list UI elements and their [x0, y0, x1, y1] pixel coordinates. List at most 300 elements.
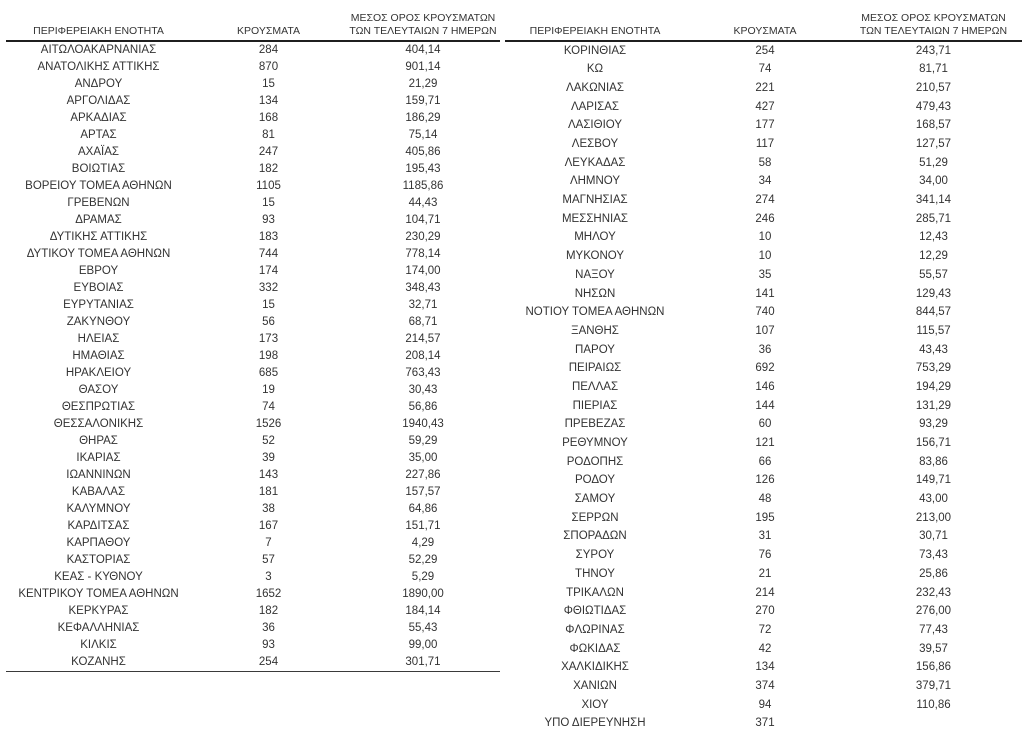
region-cell: ΑΧΑΪΑΣ [78, 145, 119, 158]
region-cell: ΡΕΘΥΜΝΟΥ [562, 437, 628, 450]
avg7-cell: 52,29 [408, 553, 438, 566]
table-row [505, 117, 1022, 136]
avg7-cell: 341,14 [915, 194, 952, 207]
avg7-cell: 404,14 [405, 43, 441, 56]
table-row [6, 110, 500, 127]
cases-cell: 246 [755, 212, 775, 225]
table-row [505, 640, 1022, 659]
region-cell: ΚΑΡΠΑΘΟΥ [66, 536, 131, 549]
table-row [6, 569, 500, 586]
region-cell: ΜΑΓΝΗΣΙΑΣ [562, 194, 628, 207]
avg7-cell: 39,57 [919, 642, 948, 655]
cases-column-header [685, 12, 845, 41]
cases-cell: 36 [758, 343, 772, 356]
cases-cell: 74 [262, 400, 275, 413]
cases-cell: 107 [755, 324, 775, 337]
avg7-cell: 778,14 [405, 247, 441, 260]
region-cell: ΚΑΒΑΛΑΣ [71, 485, 126, 498]
avg7-cell: 5,29 [411, 570, 435, 583]
cases-cell: 182 [258, 162, 279, 175]
cases-cell: 39 [262, 451, 275, 464]
region-cell: ΚΟΖΑΝΗΣ [6, 654, 191, 672]
table-row [6, 416, 500, 433]
region-cell: ΠΙΕΡΙΑΣ [572, 399, 618, 412]
cases-cell: 74 [758, 63, 772, 76]
table-row [6, 399, 500, 416]
cases-cell: 870 [258, 60, 279, 73]
cases-cell: 1105 [256, 179, 281, 192]
cases-cell: 15 [262, 196, 275, 209]
avg7-cell: 157,57 [405, 485, 441, 498]
table-row [505, 154, 1022, 173]
region-cell: ΘΗΡΑΣ [79, 434, 118, 447]
cases-cell: 21 [758, 567, 772, 580]
region-cell: ΔΡΑΜΑΣ [75, 213, 122, 226]
table-row [505, 360, 1022, 379]
cases-cell: 134 [258, 94, 279, 107]
table-row [505, 98, 1022, 117]
region-cell: ΑΝΑΤΟΛΙΚΗΣ ΑΤΤΙΚΗΣ [37, 60, 160, 73]
table-row [6, 280, 500, 297]
region-cell: ΑΡΚΑΔΙΑΣ [70, 111, 127, 124]
region-cell: ΘΕΣΠΡΩΤΙΑΣ [61, 400, 136, 413]
region-cell: ΚΑΡΔΙΤΣΑΣ [67, 519, 130, 532]
cases-cell: 94 [758, 698, 772, 711]
cases-cell: 195 [755, 511, 775, 524]
table-row [6, 314, 500, 331]
region-cell: ΦΩΚΙΔΑΣ [569, 642, 621, 655]
region-cell: ΑΙΤΩΛΟΑΚΑΡΝΑΝΙΑΣ [40, 43, 157, 56]
avg7-cell: 64,86 [408, 502, 438, 515]
table-row [505, 416, 1022, 435]
table-row [505, 304, 1022, 323]
cases-cell: 76 [758, 549, 772, 562]
avg7-cell: 30,71 [919, 530, 948, 543]
cases-column-header-label: ΚΡΟΥΣΜΑΤΑ [237, 24, 300, 37]
avg7-cell: 156,86 [915, 661, 952, 674]
cases-cell: 3 [265, 570, 272, 583]
region-cell: ΚΟΡΙΝΘΙΑΣ [563, 44, 627, 57]
avg7-cell: 12,29 [919, 250, 948, 263]
avg7-cell: 348,43 [405, 281, 441, 294]
avg7-cell: 753,29 [915, 362, 952, 375]
avg7-cell: 131,29 [915, 399, 952, 412]
cases-cell: 183 [258, 230, 279, 243]
avg7-cell: 186,29 [405, 111, 441, 124]
avg7-cell: 168,57 [915, 119, 952, 132]
region-cell: ΖΑΚΥΝΘΟΥ [66, 315, 131, 328]
table-row [505, 621, 1022, 640]
region-cell: ΡΟΔΟΥ [574, 474, 616, 487]
region-cell: ΔΥΤΙΚΗΣ ΑΤΤΙΚΗΣ [49, 230, 148, 243]
table-row [505, 453, 1022, 472]
avg7-cell: 55,43 [408, 621, 438, 634]
table-row [505, 696, 1022, 715]
region-cell: ΧΑΝΙΩΝ [573, 679, 617, 692]
avg7-cell: 12,43 [919, 231, 948, 244]
cases-cell: 126 [755, 474, 775, 487]
avg7-cell: 844,57 [915, 306, 952, 319]
avg7-cell: 115,57 [916, 324, 951, 337]
cases-cell: 173 [258, 332, 279, 345]
cases-cell: 57 [262, 553, 275, 566]
table-row [6, 229, 500, 246]
region-cell: ΚΕΑΣ - ΚΥΘΝΟΥ [54, 570, 143, 583]
avg7-cell: 56,86 [408, 400, 438, 413]
cases-cell: 144 [755, 399, 775, 412]
region-cell: ΣΥΡΟΥ [575, 549, 615, 562]
avg7-cell: 4,29 [411, 536, 435, 549]
table-row [505, 547, 1022, 566]
table-row [505, 659, 1022, 678]
left-table [6, 12, 500, 672]
cases-cell: 371 [755, 717, 775, 730]
cases-cell: 38 [262, 502, 275, 515]
region-column-header [6, 12, 191, 41]
avg7-cell: 83,86 [919, 455, 948, 468]
table-row [505, 79, 1022, 98]
avg7-cell: 301,71 [346, 654, 500, 672]
avg7-cell: 73,43 [919, 549, 948, 562]
avg7-cell: 379,71 [915, 679, 952, 692]
table-row [505, 677, 1022, 696]
table-row [6, 484, 500, 501]
avg7-cell: 213,00 [915, 511, 952, 524]
cases-cell: 10 [758, 250, 772, 263]
region-cell: ΚΕΦΑΛΛΗΝΙΑΣ [57, 621, 140, 634]
region-cell: ΣΕΡΡΩΝ [571, 511, 619, 524]
region-cell: ΚΩ [586, 63, 604, 76]
table-row [505, 266, 1022, 285]
avg7-cell: 1890,00 [402, 587, 444, 600]
table-row [6, 348, 500, 365]
table-row [6, 93, 500, 110]
cases-cell: 692 [755, 362, 775, 375]
avg7-column-header [845, 12, 1022, 41]
region-cell: ΠΕΛΛΑΣ [571, 380, 619, 393]
region-cell: ΗΛΕΙΑΣ [77, 332, 120, 345]
region-cell: ΝΑΞΟΥ [575, 268, 615, 281]
region-cell: ΝΗΣΩΝ [574, 287, 616, 300]
table-row [505, 173, 1022, 192]
cases-cell: 168 [258, 111, 279, 124]
cases-cell: 52 [262, 434, 275, 447]
avg7-cell: 232,43 [915, 586, 952, 599]
table-row [505, 472, 1022, 491]
avg7-cell: 59,29 [408, 434, 438, 447]
avg7-cell: 81,71 [919, 63, 948, 76]
avg7-cell: 405,86 [405, 145, 441, 158]
avg7-cell: 149,71 [915, 474, 952, 487]
table-row [6, 433, 500, 450]
table-row [6, 331, 500, 348]
table-row [505, 229, 1022, 248]
avg7-cell: 195,43 [405, 162, 441, 175]
avg7-cell: 43,00 [919, 493, 948, 506]
region-cell: ΡΟΔΟΠΗΣ [566, 455, 624, 468]
avg7-cell: 184,14 [405, 604, 441, 617]
cases-cell: 332 [258, 281, 279, 294]
cases-cell: 42 [758, 642, 772, 655]
region-cell: ΤΗΝΟΥ [575, 567, 615, 580]
cases-cell: 740 [755, 306, 775, 319]
region-cell: ΛΑΣΙΘΙΟΥ [567, 119, 623, 132]
table-row [505, 584, 1022, 603]
avg7-cell: 99,00 [408, 638, 438, 651]
table-row [505, 341, 1022, 360]
table-row [505, 378, 1022, 397]
cases-column-header-label: ΚΡΟΥΣΜΑΤΑ [733, 24, 797, 37]
table-row [6, 178, 500, 195]
cases-cell: 182 [258, 604, 279, 617]
avg7-cell: 1940,43 [402, 417, 444, 430]
region-cell: ΚΕΡΚΥΡΑΣ [68, 604, 129, 617]
avg7-column-header-line1: ΜΕΣΟΣ ΟΡΟΣ ΚΡΟΥΣΜΑΤΩΝ [350, 12, 496, 24]
avg7-cell [845, 715, 1022, 734]
cases-cell: 93 [262, 638, 275, 651]
table-row [505, 61, 1022, 80]
region-cell: ΦΛΩΡΙΝΑΣ [565, 623, 625, 636]
avg7-cell: 479,43 [915, 100, 952, 113]
table-row [505, 565, 1022, 584]
cases-column-header [191, 12, 346, 41]
avg7-cell: 763,43 [405, 366, 441, 379]
avg7-cell: 243,71 [915, 44, 952, 57]
table-row [505, 41, 1022, 61]
avg7-cell: 77,43 [919, 623, 948, 636]
region-cell: ΛΑΚΩΝΙΑΣ [566, 81, 624, 94]
table-row [6, 263, 500, 280]
cases-cell: 221 [755, 81, 775, 94]
region-cell: ΗΜΑΘΙΑΣ [72, 349, 125, 362]
cases-cell: 177 [755, 119, 775, 132]
cases-cell: 167 [258, 519, 279, 532]
cases-cell: 56 [262, 315, 275, 328]
cases-cell: 60 [758, 418, 772, 431]
cases-cell: 81 [262, 128, 275, 141]
table-row [505, 434, 1022, 453]
table-row [505, 192, 1022, 211]
avg7-column-header-line1: ΜΕΣΟΣ ΟΡΟΣ ΚΡΟΥΣΜΑΤΩΝ [861, 12, 1006, 24]
region-cell: ΛΗΜΝΟΥ [569, 175, 621, 188]
region-cell: ΚΕΝΤΡΙΚΟΥ ΤΟΜΕΑ ΑΘΗΝΩΝ [18, 587, 179, 600]
region-cell: ΞΑΝΘΗΣ [571, 324, 619, 337]
region-cell: ΕΥΡΥΤΑΝΙΑΣ [63, 298, 134, 311]
table-row [6, 41, 500, 59]
avg7-cell: 75,14 [408, 128, 438, 141]
region-cell: ΣΑΜΟΥ [574, 493, 616, 506]
cases-cell: 66 [758, 455, 772, 468]
cases-cell: 254 [755, 44, 775, 57]
avg7-cell: 21,29 [408, 77, 438, 90]
cases-cell: 247 [258, 145, 279, 158]
region-cell: ΤΡΙΚΑΛΩΝ [566, 586, 624, 599]
avg7-cell: 127,57 [915, 138, 952, 151]
region-cell: ΑΡΓΟΛΙΔΑΣ [66, 94, 131, 107]
avg7-column-header [346, 12, 500, 41]
cases-cell: 35 [758, 268, 772, 281]
avg7-cell: 110,86 [916, 698, 951, 711]
region-column-header-label: ΠΕΡΙΦΕΡΕΙΑΚΗ ΕΝΟΤΗΤΑ [529, 24, 661, 37]
table-row [6, 297, 500, 314]
region-cell: ΠΡΕΒΕΖΑΣ [564, 418, 626, 431]
table-row [6, 382, 500, 399]
regional-cases-table-left [6, 12, 500, 672]
table-row [6, 467, 500, 484]
region-cell: ΑΡΤΑΣ [80, 128, 117, 141]
table-row [6, 637, 500, 654]
table-row [6, 501, 500, 518]
cases-cell: 34 [758, 175, 772, 188]
cases-cell: 181 [258, 485, 279, 498]
cases-cell: 134 [755, 661, 775, 674]
cases-cell: 685 [258, 366, 279, 379]
cases-cell: 1526 [255, 417, 282, 430]
cases-cell: 10 [758, 231, 772, 244]
cases-cell: 270 [755, 605, 775, 618]
cases-cell: 174 [258, 264, 279, 277]
left-table-header-row [6, 12, 500, 41]
region-cell: ΠΕΙΡΑΙΩΣ [568, 362, 622, 375]
region-cell: ΝΟΤΙΟΥ ΤΟΜΕΑ ΑΘΗΝΩΝ [525, 306, 665, 319]
table-row [6, 552, 500, 569]
cases-cell: 15 [262, 77, 275, 90]
cases-cell: 15 [262, 298, 275, 311]
region-cell: ΙΩΑΝΝΙΝΩΝ [66, 468, 131, 481]
avg7-cell: 55,57 [919, 268, 948, 281]
avg7-cell: 276,00 [915, 605, 952, 618]
region-cell: ΣΠΟΡΑΔΩΝ [563, 530, 627, 543]
region-cell: ΑΝΔΡΟΥ [74, 77, 123, 90]
cases-cell: 374 [755, 679, 775, 692]
avg7-cell: 174,00 [405, 264, 441, 277]
cases-cell: 146 [755, 380, 775, 393]
region-cell: ΒΟΡΕΙΟΥ ΤΟΜΕΑ ΑΘΗΝΩΝ [25, 179, 172, 192]
table-row [6, 59, 500, 76]
cases-cell: 58 [758, 156, 772, 169]
avg7-column-header-line2: ΤΩΝ ΤΕΛΕΥΤΑΙΩΝ 7 ΗΜΕΡΩΝ [859, 24, 1008, 37]
cases-cell: 744 [258, 247, 279, 260]
avg7-cell: 227,86 [405, 468, 441, 481]
table-row [6, 246, 500, 263]
table-row [6, 195, 500, 212]
cases-cell: 36 [262, 621, 275, 634]
table-row [6, 603, 500, 620]
avg7-cell: 93,29 [919, 418, 948, 431]
avg7-cell: 901,14 [405, 60, 441, 73]
region-cell: ΚΑΣΤΟΡΙΑΣ [66, 553, 131, 566]
region-column-header [505, 12, 685, 41]
avg7-cell: 51,29 [919, 156, 948, 169]
cases-cell: 198 [258, 349, 279, 362]
table-row [6, 144, 500, 161]
region-cell: ΘΕΣΣΑΛΟΝΙΚΗΣ [53, 417, 144, 430]
avg7-cell: 25,86 [919, 567, 948, 580]
table-row [6, 535, 500, 552]
avg7-cell: 159,71 [405, 94, 441, 107]
table-row [6, 518, 500, 535]
table-row [505, 397, 1022, 416]
cases-cell: 93 [262, 213, 275, 226]
avg7-cell: 44,43 [408, 196, 438, 209]
avg7-cell: 156,71 [915, 437, 952, 450]
region-cell: ΗΡΑΚΛΕΙΟΥ [65, 366, 132, 379]
avg7-cell: 104,71 [405, 213, 441, 226]
avg7-column-header-line2: ΤΩΝ ΤΕΛΕΥΤΑΙΩΝ 7 ΗΜΕΡΩΝ [349, 24, 497, 37]
table-row [6, 620, 500, 637]
cases-cell: 143 [258, 468, 279, 481]
cases-cell: 284 [258, 43, 279, 56]
table-row [6, 450, 500, 467]
avg7-cell: 151,71 [405, 519, 441, 532]
avg7-cell: 43,43 [919, 343, 948, 356]
cases-cell: 7 [265, 536, 272, 549]
region-cell: ΧΑΛΚΙΔΙΚΗΣ [561, 661, 629, 674]
cases-cell: 274 [755, 194, 775, 207]
region-cell: ΕΒΡΟΥ [78, 264, 119, 277]
table-row [6, 586, 500, 603]
region-column-header-label: ΠΕΡΙΦΕΡΕΙΑΚΗ ΕΝΟΤΗΤΑ [33, 24, 164, 37]
region-cell: ΓΡΕΒΕΝΩΝ [67, 196, 130, 209]
region-cell: ΜΥΚΟΝΟΥ [565, 250, 625, 263]
regional-cases-table-right [505, 12, 1022, 733]
cases-cell: 141 [755, 287, 775, 300]
right-table-header-row [505, 12, 1022, 41]
avg7-cell: 194,29 [915, 380, 952, 393]
cases-cell: 1652 [255, 587, 282, 600]
region-cell: ΜΗΛΟΥ [574, 231, 616, 244]
avg7-cell: 35,00 [408, 451, 438, 464]
cases-cell: 31 [758, 530, 772, 543]
cases-cell: 254 [191, 654, 346, 672]
avg7-cell: 208,14 [405, 349, 441, 362]
avg7-cell: 32,71 [408, 298, 438, 311]
avg7-cell: 68,71 [408, 315, 438, 328]
region-cell: ΒΟΙΩΤΙΑΣ [71, 162, 126, 175]
avg7-cell: 210,57 [915, 81, 952, 94]
region-cell: ΦΘΙΩΤΙΔΑΣ [563, 605, 627, 618]
table-row [505, 248, 1022, 267]
region-cell: ΜΕΣΣΗΝΙΑΣ [561, 212, 629, 225]
table-row [6, 212, 500, 229]
avg7-cell: 285,71 [915, 212, 952, 225]
cases-cell: 214 [755, 586, 775, 599]
table-row [6, 654, 500, 672]
table-row [6, 76, 500, 93]
avg7-cell: 30,43 [408, 383, 438, 396]
avg7-cell: 34,00 [919, 175, 948, 188]
region-cell: ΔΥΤΙΚΟΥ ΤΟΜΕΑ ΑΘΗΝΩΝ [26, 247, 171, 260]
table-row [6, 365, 500, 382]
cases-cell: 19 [262, 383, 275, 396]
cases-cell: 121 [755, 437, 775, 450]
table-row [6, 127, 500, 144]
table-row [6, 161, 500, 178]
table-row [505, 491, 1022, 510]
region-cell: ΚΙΛΚΙΣ [80, 638, 117, 651]
table-row [505, 285, 1022, 304]
table-row [505, 509, 1022, 528]
region-cell: ΛΑΡΙΣΑΣ [570, 100, 620, 113]
cases-cell: 427 [755, 100, 775, 113]
avg7-cell: 129,43 [915, 287, 952, 300]
region-cell: ΥΠΟ ΔΙΕΡΕΥΝΗΣΗ [544, 717, 646, 730]
table-row [505, 210, 1022, 229]
table-row [505, 135, 1022, 154]
region-cell: ΧΙΟΥ [581, 698, 609, 711]
avg7-cell: 1185,86 [402, 179, 444, 192]
region-cell: ΛΕΥΚΑΔΑΣ [564, 156, 626, 169]
